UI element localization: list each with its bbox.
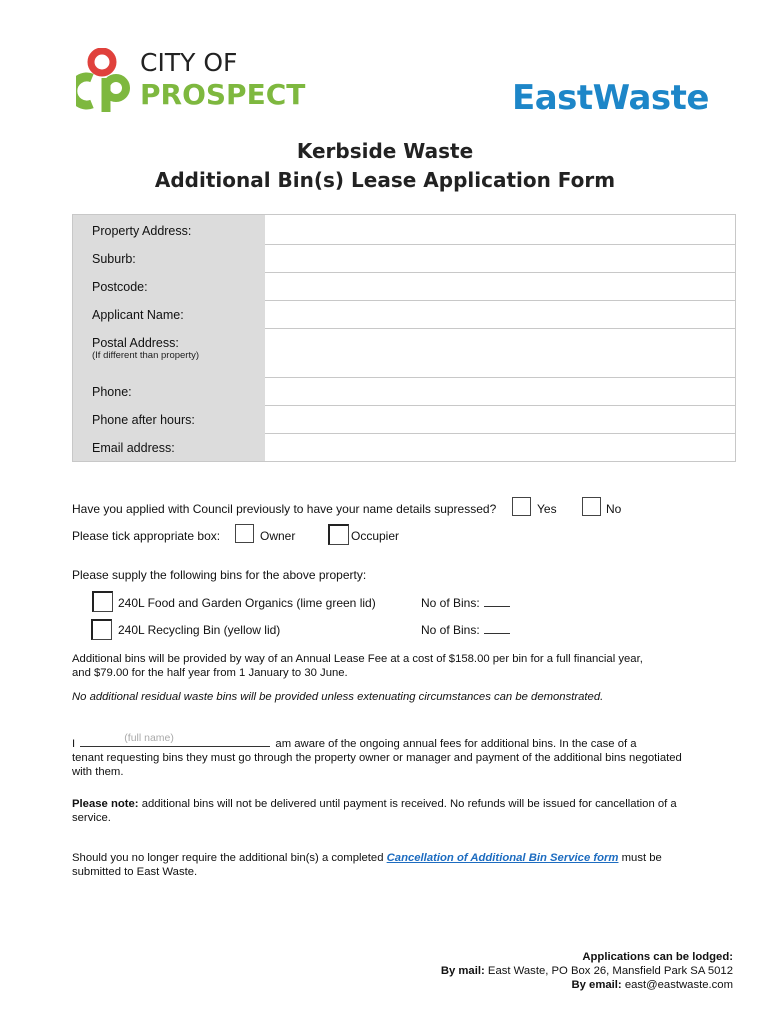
lodgement-email <box>571 979 733 991</box>
tick-box-prompt: Please tick appropriate box: <box>72 529 221 543</box>
city-of-prospect-logo <box>76 46 316 116</box>
suburb-label: Suburb: <box>92 252 136 266</box>
cancellation-text-line2: submitted to East Waste. <box>72 866 198 878</box>
postcode-field[interactable] <box>266 273 734 300</box>
full-name-hint: (full name) <box>124 732 174 744</box>
cancellation-text: Should you no longer require the additional bin(s) a completed <box>72 852 387 864</box>
occupier-checkbox[interactable] <box>328 524 349 545</box>
suburb-field[interactable] <box>266 245 734 272</box>
email-address-field[interactable] <box>266 434 734 460</box>
cancellation-form-link[interactable]: Cancellation of Additional Bin Service form <box>386 852 619 864</box>
postal-address-label: Postal Address: <box>92 336 179 350</box>
phone-label: Phone: <box>92 385 132 399</box>
phone-after-hours-label: Phone after hours: <box>92 413 195 427</box>
fees-paragraph <box>72 652 734 680</box>
recycling-bin-count-field[interactable] <box>484 623 510 634</box>
please-note-text: additional bins will not be delivered until payment is received. No refunds will be issued for cancellation of a <box>138 798 677 810</box>
declaration-prefix: I <box>72 738 76 750</box>
form-title-line2: Additional Bin(s) Lease Application Form <box>154 168 616 192</box>
email-label: By email: <box>571 979 622 991</box>
fees-line2: and $79.00 for the half year from 1 January to 30 June. <box>72 667 348 679</box>
property-address-label: Property Address: <box>92 224 192 238</box>
full-name-field[interactable] <box>80 732 270 747</box>
residual-bins-notice: No additional residual waste bins will be provided unless extenuating circumstances can be demonstrated. <box>72 691 604 703</box>
cancellation-text-post: must be <box>618 852 662 864</box>
no-label: No <box>606 502 622 516</box>
recycling-bin-label: 240L Recycling Bin (yellow lid) <box>118 623 281 637</box>
postal-address-field[interactable] <box>266 329 734 377</box>
email-address-link[interactable]: east@eastwaste.com <box>621 979 733 991</box>
organics-bin-count-field[interactable] <box>484 596 510 607</box>
phone-field[interactable] <box>266 378 734 405</box>
postal-address-note: (If different than property) <box>92 350 200 361</box>
declaration-line1-rest: am aware of the ongoing annual fees for additional bins. In the case of a <box>275 738 637 750</box>
organics-bin-label: 240L Food and Garden Organics (lime green lid) <box>118 596 376 610</box>
lodgement-mail <box>441 965 733 977</box>
suppressed-question: Have you applied with Council previously to have your name details supressed? <box>72 502 497 516</box>
cancellation-paragraph <box>72 851 734 879</box>
lodgement-heading: Applications can be lodged: <box>582 951 733 963</box>
applicant-name-label: Applicant Name: <box>92 308 184 322</box>
declaration-paragraph <box>72 732 734 779</box>
organics-bin-count <box>421 596 510 610</box>
bins-intro: Please supply the following bins for the above property: <box>72 568 367 582</box>
recycling-bin-count-label: No of Bins: <box>421 623 480 637</box>
occupier-label: Occupier <box>351 529 400 543</box>
yes-label: Yes <box>537 502 557 516</box>
declaration-line2: tenant requesting bins they must go through the property owner or manager and payment of the additional bins negotiated <box>72 752 682 764</box>
please-note-paragraph <box>72 797 734 825</box>
organics-bin-checkbox[interactable] <box>92 591 113 612</box>
recycling-bin-count <box>421 623 510 637</box>
form-title-line1: Kerbside Waste <box>296 139 474 163</box>
applicant-details-table <box>72 214 736 462</box>
mail-address: East Waste, PO Box 26, Mansfield Park SA 5012 <box>484 965 733 977</box>
no-checkbox[interactable] <box>582 497 601 516</box>
logo-text-city-of: CITY OF <box>140 48 238 77</box>
organics-bin-count-label: No of Bins: <box>421 596 480 610</box>
property-address-field[interactable] <box>266 215 734 243</box>
mail-label: By mail: <box>440 965 485 977</box>
please-note-text-line2: service. <box>72 812 111 824</box>
east-waste-logo: EastWaste <box>512 78 709 118</box>
declaration-line3: with them. <box>72 766 124 778</box>
postcode-label: Postcode: <box>92 280 148 294</box>
city-of-prospect-emblem-icon <box>76 48 138 114</box>
email-address-label: Email address: <box>92 441 175 455</box>
logo-text-prospect: PROSPECT <box>140 78 306 111</box>
yes-checkbox[interactable] <box>512 497 531 516</box>
applicant-name-field[interactable] <box>266 301 734 328</box>
please-note-label: Please note: <box>72 798 139 810</box>
fees-line1: Additional bins will be provided by way of an Annual Lease Fee at a cost of $158.00 per bin for a full financial year, <box>72 653 643 665</box>
owner-checkbox[interactable] <box>235 524 254 543</box>
recycling-bin-checkbox[interactable] <box>91 619 112 640</box>
phone-after-hours-field[interactable] <box>266 406 734 433</box>
owner-label: Owner <box>260 529 296 543</box>
